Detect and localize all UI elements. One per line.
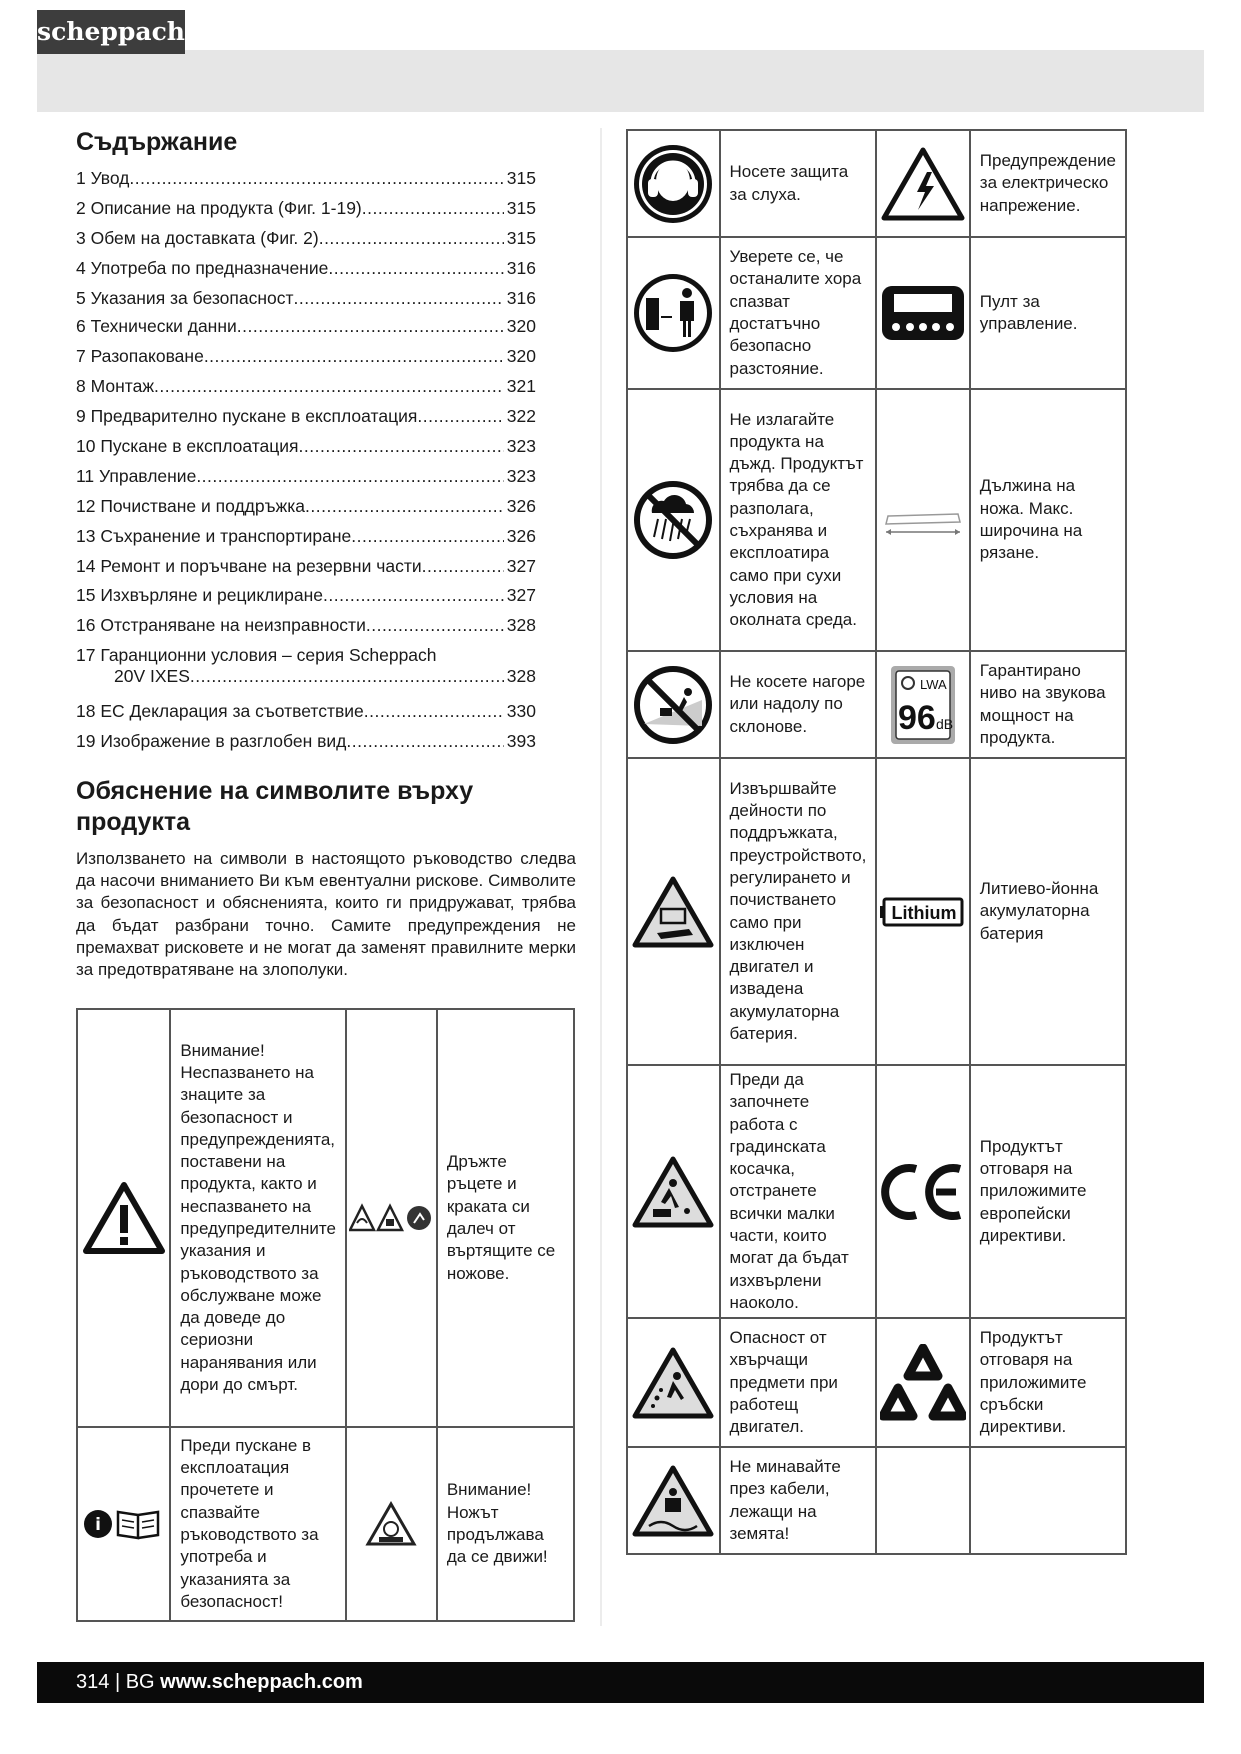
symbols-table-left [76,1008,575,1622]
toc-item-page: 328 [506,666,536,686]
toc-dot-leader [366,615,504,636]
toc-item[interactable] [76,403,536,427]
toc-item-page: 316 [506,258,536,278]
lithium-battery-icon [880,896,966,928]
toc-item-label: 12 Почистване и поддръжка [76,496,306,516]
toc-item[interactable] [76,343,536,367]
no-slope-mowing-icon [632,664,714,746]
toc-item-label: 19 Изображение в разглобен вид [76,731,347,751]
symbol-text: Опасност от хвърчащи предмети при работещ двигател. [720,1318,877,1447]
symbol-text: Продуктът отговаря на приложимите европейски директиви. [970,1065,1126,1318]
toc-item-label: 1 Увод [76,168,130,188]
icon-cell [876,758,969,1065]
flying-objects-icon [631,1346,715,1420]
sound-unit: dB [936,715,954,732]
toc-item-label-cont: 20V IXES [114,666,190,686]
symbol-text: Внимание! Неспазването на знаците за безопасност и предупрежденията, поставени на продукта, както и неспазването на предупредителните указания и ръководството за обслужване може да доведе до сериозни наранявания или дори до смърт. [170,1009,346,1427]
toc-item-page: 327 [506,585,536,605]
symbol-text: Не минавайте през кабели, лежащи на земята! [720,1447,877,1554]
symbols-intro: Използването на символи в настоящото ръководство следва да насочи вниманието Ви към евентуални рискове. Символите за безопасност и обясненията, които ги придружават, трябва да бъдат разбрани точно. Самите предупреждения не премахват рисковете и не могат да заменят правилните мерки за предотвратяване на злополуки. [76,849,576,980]
toc-dot-leader [417,406,503,427]
read-manual-icon [82,1504,166,1544]
no-rain-icon [632,479,714,561]
toc-item-page: 326 [506,496,536,516]
symbol-text: Носете защита за слуха. [720,130,877,237]
toc-dot-leader [362,198,504,219]
toc-item[interactable] [76,433,536,457]
toc-item[interactable] [76,255,536,279]
page-number: 314 [76,1671,110,1693]
toc-item-label: 9 Предварително пускане в експлоатация [76,406,418,426]
remove-objects-icon [631,1155,715,1229]
toc-dot-leader [305,496,504,517]
toc-dot-leader [364,701,504,722]
toc-item-label: 4 Употреба по предназначение [76,258,329,278]
no-cables-icon [631,1464,715,1538]
toc-item[interactable] [76,553,536,577]
symbol-text: Дължина на ножа. Макс. широчина на рязане. [970,389,1126,651]
warning-triangle-icon [82,1181,166,1255]
toc-dot-leader [190,666,504,687]
toc-item-page: 323 [506,436,536,456]
toc-item-page: 326 [506,526,536,546]
symbol-text: Уверете се, че останалите хора спазват достатъчно безопасно разстояние. [720,237,877,389]
toc-item-label: 10 Пускане в експлоатация [76,436,299,456]
toc-item-label: 7 Разопаковане [76,346,204,366]
ce-mark-icon [880,1159,966,1225]
toc-item[interactable] [76,313,536,337]
toc-item[interactable] [76,195,536,219]
icon-cell [627,389,720,651]
lithium-label: Lithium [891,902,957,923]
toc-item-row2 [76,666,536,687]
toc-item-label: 3 Обем на доставката (Фиг. 2) [76,228,319,248]
toc-item-page: 393 [506,731,536,751]
toc-item-label: 14 Ремонт и поръчване на резервни части [76,556,422,576]
toc-item-page: 328 [506,615,536,635]
icon-cell [346,1009,437,1427]
keep-hands-feet-away-icon [349,1203,433,1233]
toc-item-page: 315 [506,198,536,218]
language-code: BG [125,1671,155,1693]
toc-item-page: 320 [506,316,536,336]
icon-cell [627,1065,720,1318]
icon-cell [876,237,969,389]
toc-item[interactable] [76,165,536,189]
toc-dot-leader [294,288,504,309]
toc-dot-leader [129,168,503,189]
toc-item-label: 11 Управление [76,466,197,486]
electric-voltage-warning-icon [880,146,966,222]
toc-dot-leader [422,556,504,577]
toc-item[interactable] [76,225,536,249]
symbol-text: Дръжте ръцете и краката си далеч от въртящите се ножове. [437,1009,574,1427]
symbol-text: Не косете нагоре или надолу по склонове. [720,651,877,758]
toc-item-page: 316 [506,288,536,308]
toc-item-page: 321 [506,376,536,396]
toc-item-label: 13 Съхранение и транспортиране [76,526,352,546]
toc-item[interactable] [76,582,536,606]
toc-item[interactable] [76,523,536,547]
toc-item-label: 6 Технически данни [76,316,237,336]
icon-cell [627,1318,720,1447]
toc-item-label: 8 Монтаж [76,376,155,396]
symbol-text: Гарантирано ниво на звукова мощност на продукта. [970,651,1126,758]
symbols-table-right [626,129,1127,1555]
sound-power-icon [890,665,956,745]
icon-cell [77,1427,170,1621]
toc-item[interactable] [76,373,536,397]
column-divider [600,128,602,1626]
symbol-text: Продуктът отговаря на приложимите сръбски директиви. [970,1318,1126,1447]
symbol-text: Предупреждение за електрическо напрежение. [970,130,1126,237]
icon-cell [627,758,720,1065]
toc-dot-leader [154,376,504,397]
toc-item[interactable] [76,463,536,487]
toc-item[interactable] [76,728,536,752]
toc-dot-leader [346,731,503,752]
icon-cell [876,1318,969,1447]
toc-dot-leader [204,346,504,367]
icon-cell [627,130,720,237]
symbol-text: Извършвайте дейности по поддръжката, преустройството, регулирането и почистването само при изключен двигател и извадена акумулаторна батерия. [720,758,877,1065]
toc-dot-leader [196,466,503,487]
toc-dot-leader [319,228,504,249]
toc-dot-leader [299,436,504,457]
toc-item[interactable] [76,612,536,636]
icon-cell [627,651,720,758]
website-link[interactable]: www.scheppach.com [160,1671,363,1693]
icon-cell [876,389,969,651]
icon-cell [876,1065,969,1318]
toc-item-label: 18 ЕС Декларация за съответствие [76,701,364,721]
toc-item[interactable] [76,493,536,517]
toc-item-label: 15 Изхвърляне и рециклиране [76,585,324,605]
symbol-text: Не излагайте продукта на дъжд. Продуктът трябва да се разполага, съхранява и експлоатира само при сухи условия на околната среда. [720,389,877,651]
toc-title: Съдържание [76,128,238,156]
toc-item[interactable] [76,285,536,309]
ear-protection-icon [632,143,714,225]
sound-value: 96 [898,698,936,737]
empty-icon-cell [876,1447,969,1554]
icon-cell [77,1009,170,1427]
header-band [37,50,1204,112]
toc-dot-leader [323,585,504,606]
toc-item-page: 327 [506,556,536,576]
safe-distance-icon [632,272,714,354]
toc-item[interactable] [76,698,536,722]
symbol-text: Литиево-йонна акумулаторна батерия [970,758,1126,1065]
control-panel-icon [880,284,966,342]
footer [76,1662,363,1703]
toc-item-label: 16 Отстраняване на неизправности [76,615,366,635]
symbol-text: Преди да започнете работа с градинската косачка, отстранете всички малки части, които могат да бъдат изхвърлени наоколо. [720,1065,877,1318]
svg-text:i: i [94,1515,101,1535]
icon-cell [876,130,969,237]
symbol-text: Пулт за управление. [970,237,1126,389]
toc-item-page: 323 [506,466,536,486]
icon-cell [627,237,720,389]
toc-dot-leader [351,526,504,547]
scheppach-logo: scheppach [37,10,185,54]
symbol-text: Преди пускане в експлоатация прочетете и спазвайте ръководството за употреба и указанията за безопасност! [170,1427,346,1621]
toc-item-page: 320 [506,346,536,366]
toc-item-label: 2 Описание на продукта (Фиг. 1-19) [76,198,362,218]
toc-item[interactable] [76,645,536,693]
toc-dot-leader [328,258,503,279]
toc-item-label: 17 Гаранционни условия – серия Scheppach [76,645,437,665]
icon-cell [876,651,969,758]
icon-cell [346,1427,437,1621]
serbian-conformity-icon [880,1344,966,1422]
lwa-label: LWA [920,676,947,692]
icon-cell [627,1447,720,1554]
empty-text-cell [970,1447,1126,1554]
blade-rotating-icon [365,1501,417,1547]
maintenance-warning-icon [631,875,715,949]
blade-length-icon [882,500,964,540]
symbols-title: Обяснение на символите върху продукта [76,777,474,836]
toc-item-page: 322 [506,406,536,426]
symbol-text: Внимание! Ножът продължава да се движи! [437,1427,574,1621]
toc-item-page: 330 [506,701,536,721]
toc-dot-leader [237,316,504,337]
footer-separator: | [114,1671,126,1693]
toc-item-page: 315 [506,228,536,248]
toc-item-label: 5 Указания за безопасност [76,288,294,308]
toc-item-page: 315 [506,168,536,188]
